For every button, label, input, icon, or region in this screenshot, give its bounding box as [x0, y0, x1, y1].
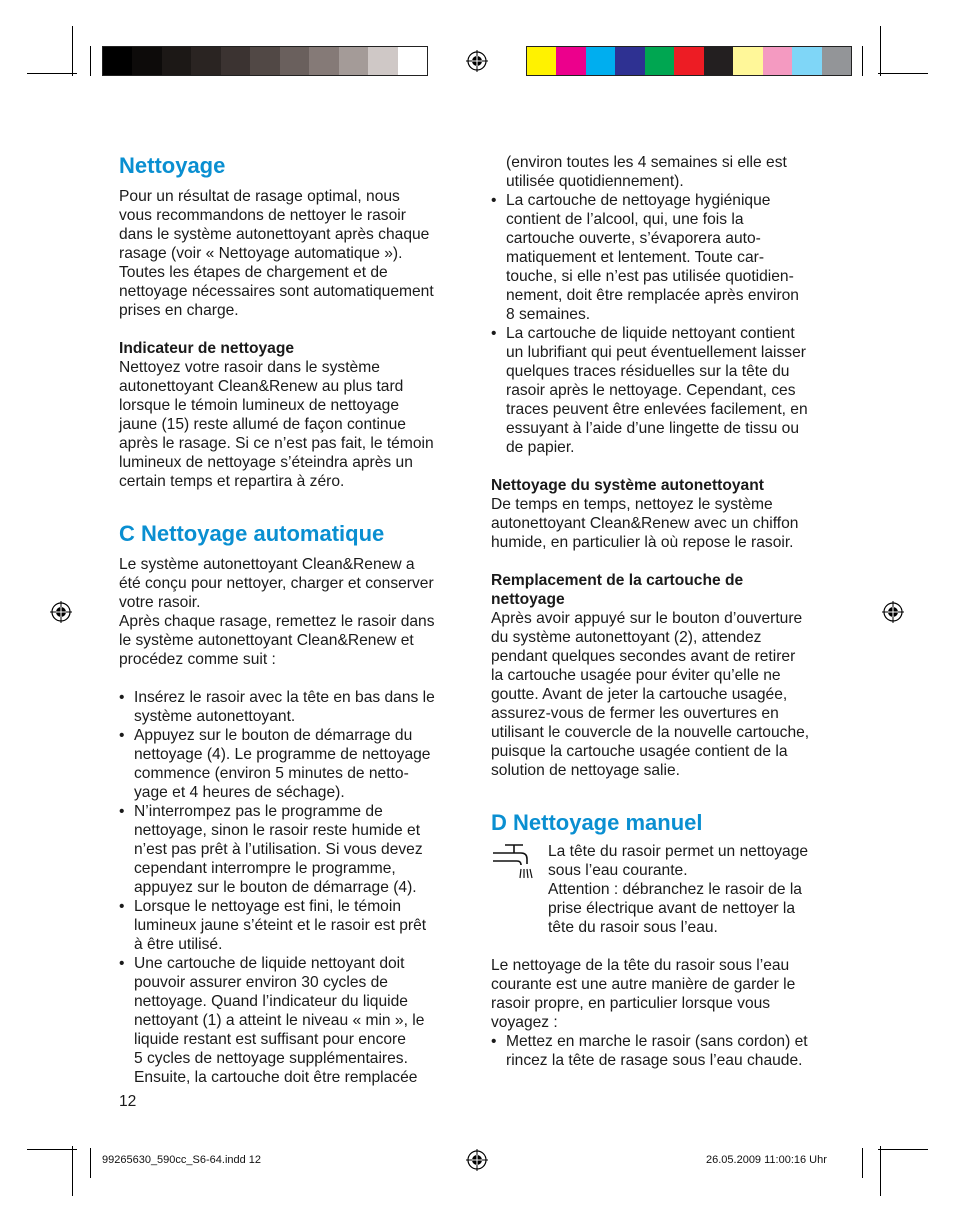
text-line: lumineux jaune s’éteint et le rasoir est prêt [134, 917, 427, 934]
color-swatch [674, 47, 703, 75]
nettoyage-paragraph [119, 187, 469, 320]
text-line: du système autonettoyant (2), attendez [491, 629, 762, 646]
text-line: Ensuite, la cartouche doit être remplacée [134, 1069, 418, 1086]
text-line: Le système autonettoyant Clean&Renew a [119, 556, 415, 573]
text-line: Une cartouche de liquide nettoyant doit [134, 955, 405, 972]
text-line: nettoyage (4). Le programme de nettoyage [134, 746, 431, 763]
section-title-d: D Nettoyage manuel [491, 810, 703, 835]
color-swatch [527, 47, 556, 75]
gray-swatch [221, 47, 250, 75]
text-line: cependant interrompre le programme, [134, 860, 396, 877]
text-line: Lorsque le nettoyage est fini, le témoin [134, 898, 401, 915]
crop-mark [880, 26, 881, 76]
text-line: contient de l’alcool, qui, une fois la [506, 211, 744, 228]
text-line: dans le système autonettoyant après chaque [119, 226, 430, 243]
text-line: solution de nettoyage salie. [491, 762, 680, 779]
text-line: jaune (15) reste allumé de façon continue [119, 416, 406, 433]
bullet-item [491, 324, 841, 457]
text-line: Insérez le rasoir avec la tête en bas dans le [134, 689, 435, 706]
footer-file: 99265630_590cc_S6-64.indd 12 [102, 1154, 262, 1166]
crop-mark [27, 73, 77, 74]
registration-mark-icon [466, 1149, 488, 1171]
text-line: après le rasage. Si ce n’est pas fait, le témoin [119, 435, 434, 452]
bullet-item [119, 802, 469, 897]
gray-swatch [250, 47, 279, 75]
text-line: 5 cycles de nettoyage supplémentaires. [134, 1050, 408, 1067]
text-line: rincez la tête de rasage sous l’eau chaude. [506, 1052, 803, 1069]
text-line: Attention : débranchez le rasoir de la [548, 881, 802, 898]
crop-mark [90, 1148, 91, 1178]
text-line: assurez-vous de fermer les ouvertures en [491, 705, 779, 722]
text-line: liquide restant est suffisant pour encore [134, 1031, 406, 1048]
text-line: prises en charge. [119, 302, 239, 319]
text-line: nement, doit être remplacée après environ [506, 287, 799, 304]
text-line: La tête du rasoir permet un nettoyage [548, 843, 809, 860]
text-line: lorsque le témoin lumineux de nettoyage [119, 397, 399, 414]
gray-swatch [103, 47, 132, 75]
text-line: Après avoir appuyé sur le bouton d’ouverture [491, 610, 803, 627]
text-line: essuyant à l’aide d’une lingette de tissu ou [506, 420, 800, 437]
text-line: N’interrompez pas le programme de [134, 803, 383, 820]
text-line: certain temps et repartira à zéro. [119, 473, 345, 490]
text-line: Après chaque rasage, remettez le rasoir dans [119, 613, 435, 630]
text-line: traces peuvent être enlevées facilement, en [506, 401, 808, 418]
crop-mark [72, 1146, 73, 1196]
cartouche-paragraph [491, 609, 841, 780]
text-line: la cartouche usagée pour éviter qu’elle ne [491, 667, 781, 684]
text-line: goutte. Avant de jeter la cartouche usagée, [491, 686, 788, 703]
text-line: commence (environ 5 minutes de netto- [134, 765, 409, 782]
text-line: Mettez en marche le rasoir (sans cordon) et [506, 1033, 808, 1050]
gray-swatch [339, 47, 368, 75]
text-line: 8 semaines. [506, 306, 591, 323]
page-number: 12 [119, 1093, 137, 1110]
crop-mark [72, 26, 73, 76]
text-line: utilisée quotidiennement). [506, 173, 684, 190]
gray-swatch [368, 47, 397, 75]
text-line: Remplacement de la cartouche de [491, 572, 744, 589]
color-swatch [792, 47, 821, 75]
text-line: de papier. [506, 439, 575, 456]
text-line: appuyez sur le bouton de démarrage (4). [134, 879, 417, 896]
text-line: Appuyez sur le bouton de démarrage du [134, 727, 413, 744]
text-line: voyagez : [491, 1014, 558, 1031]
text-line: sous l’eau courante. [548, 862, 688, 879]
gray-swatch [191, 47, 220, 75]
text-line: pendant quelques secondes avant de retirer [491, 648, 796, 665]
text-line: De temps en temps, nettoyez le système [491, 496, 773, 513]
text-line: nettoyage, sinon le rasoir reste humide et [134, 822, 421, 839]
color-swatch [733, 47, 762, 75]
text-line: n’est pas prêt à l’utilisation. Si vous devez [134, 841, 423, 858]
text-line: Nettoyez votre rasoir dans le système [119, 359, 380, 376]
text-line: touche, si elle n’est pas utilisée quotidien- [506, 268, 794, 285]
crop-mark [27, 1149, 77, 1150]
faucet-note [491, 842, 841, 937]
color-swatch [586, 47, 615, 75]
crop-mark [90, 46, 91, 76]
text-line: Toutes les étapes de chargement et de [119, 264, 388, 281]
bullet-item [491, 191, 841, 324]
text-line: nettoyage. Quand l’indicateur du liquide [134, 993, 408, 1010]
bullet-item [119, 897, 469, 954]
subtitle-indicateur: Indicateur de nettoyage [119, 340, 295, 357]
text-line: utilisant le couvercle de la nouvelle cartouche, [491, 724, 810, 741]
text-line: quelques traces résiduelles sur la tête du [506, 363, 790, 380]
text-line: autonettoyant Clean&Renew au plus tard [119, 378, 404, 395]
text-line: rasage (voir « Nettoyage automatique »). [119, 245, 403, 262]
text-line: nettoyage nécessaires sont automatiquement [119, 283, 434, 300]
text-line: Pour un résultat de rasage optimal, nous [119, 188, 400, 205]
text-line: le système autonettoyant Clean&Renew et [119, 632, 414, 649]
text-line: tête du rasoir sous l’eau. [548, 919, 718, 936]
text-line: à être utilisé. [134, 936, 223, 953]
cartouche-bullet-list [491, 191, 841, 457]
text-line: un lubrifiant qui peut éventuellement laisser [506, 344, 806, 361]
registration-mark-icon [50, 601, 72, 623]
subtitle-cartouche [491, 571, 841, 609]
text-line: votre rasoir. [119, 594, 201, 611]
text-line: lumineux de nettoyage s’éteindra après un [119, 454, 413, 471]
text-line: rasoir propre, en particulier lorsque vous [491, 995, 771, 1012]
gray-swatch [162, 47, 191, 75]
color-swatch [704, 47, 733, 75]
section-title-nettoyage: Nettoyage [119, 153, 226, 178]
subtitle-systeme: Nettoyage du système autonettoyant [491, 477, 764, 494]
color-swatch [615, 47, 644, 75]
footer-date: 26.05.2009 11:00:16 Uhr [706, 1154, 827, 1166]
color-calibration-bar [526, 46, 852, 76]
continuation-text [491, 153, 841, 191]
gray-swatch [398, 47, 427, 75]
text-line: La cartouche de liquide nettoyant contient [506, 325, 795, 342]
text-line: yage et 4 heures de séchage). [134, 784, 345, 801]
crop-mark [878, 73, 928, 74]
crop-mark [862, 46, 863, 76]
color-swatch [645, 47, 674, 75]
c-intro-paragraph [119, 555, 469, 669]
d-bullet-list [491, 1032, 841, 1070]
gray-swatch [280, 47, 309, 75]
text-line: prise électrique avant de nettoyer la [548, 900, 796, 917]
color-swatch [822, 47, 851, 75]
text-line: procédez comme suit : [119, 651, 276, 668]
crop-mark [878, 1149, 928, 1150]
color-swatch [556, 47, 585, 75]
faucet-note-text [491, 842, 841, 937]
crop-mark [880, 1146, 881, 1196]
d-paragraph [491, 956, 841, 1032]
text-line: matiquement et lentement. Toute car- [506, 249, 765, 266]
bullet-item [119, 726, 469, 802]
bullet-item [119, 688, 469, 726]
text-line: vous recommandons de nettoyer le rasoir [119, 207, 406, 224]
bullet-item [119, 954, 469, 1087]
crop-mark [862, 1148, 863, 1178]
text-line: humide, en particulier là où repose le rasoir. [491, 534, 794, 551]
bullet-item [491, 1032, 841, 1070]
gray-swatch [309, 47, 338, 75]
text-line: Le nettoyage de la tête du rasoir sous l’eau [491, 957, 790, 974]
color-swatch [763, 47, 792, 75]
faucet-icon [491, 842, 539, 886]
c-bullet-list [119, 688, 469, 1087]
left-column [119, 153, 469, 1087]
text-line: système autonettoyant. [134, 708, 296, 725]
registration-mark-icon [882, 601, 904, 623]
registration-mark-icon [466, 50, 488, 72]
gray-swatch [132, 47, 161, 75]
text-line: cartouche ouverte, s’évaporera auto- [506, 230, 761, 247]
section-title-c: C Nettoyage automatique [119, 521, 385, 546]
text-line: nettoyage [491, 591, 565, 608]
systeme-paragraph [491, 495, 841, 552]
text-line: courante est une autre manière de garder le [491, 976, 796, 993]
text-line: La cartouche de nettoyage hygiénique [506, 192, 771, 209]
text-line: (environ toutes les 4 semaines si elle est [506, 154, 787, 171]
text-line: pouvoir assurer environ 30 cycles de [134, 974, 388, 991]
text-line: été conçu pour nettoyer, charger et conserver [119, 575, 434, 592]
text-line: puisque la cartouche usagée contient de la [491, 743, 788, 760]
text-line: rasoir après le nettoyage. Cependant, ces [506, 382, 796, 399]
indicateur-paragraph [119, 358, 469, 491]
right-column [491, 153, 841, 1070]
text-line: nettoyant (1) a atteint le niveau « min », le [134, 1012, 425, 1029]
gray-calibration-bar [102, 46, 428, 76]
text-line: autonettoyant Clean&Renew avec un chiffon [491, 515, 799, 532]
